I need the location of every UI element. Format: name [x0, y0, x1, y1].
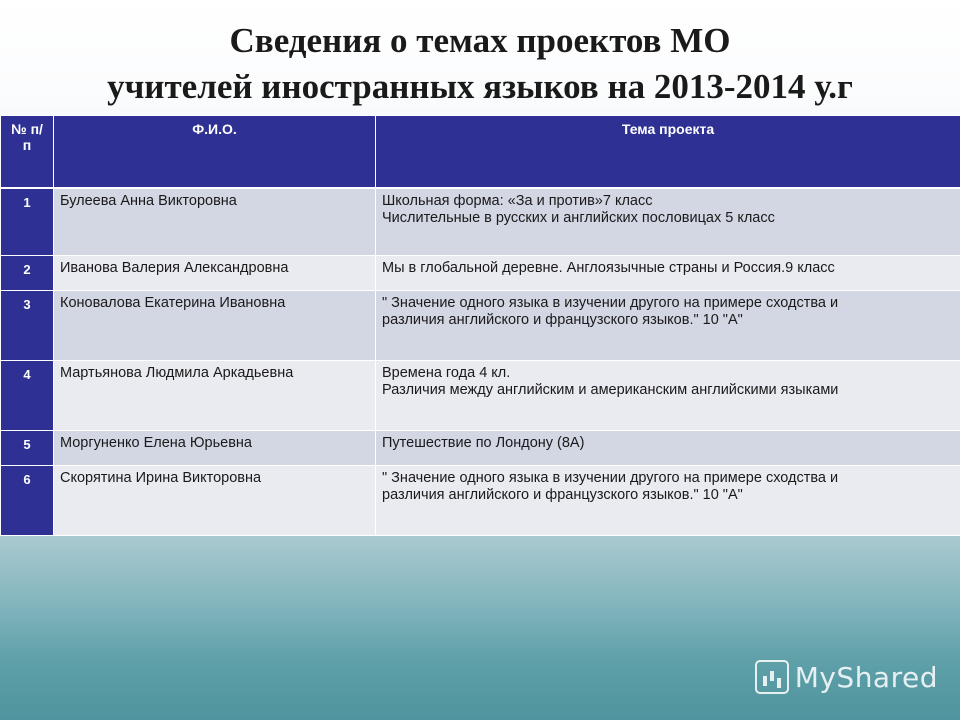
row-name: Мартьянова Людмила Аркадьевна: [54, 361, 376, 431]
header-name: Ф.И.О.: [54, 116, 376, 188]
row-num: 5: [1, 431, 54, 466]
row-num: 1: [1, 189, 54, 256]
topic-line: различия английского и французского языков." 10 "А": [382, 487, 743, 503]
header-topic: Тема проекта: [376, 116, 960, 188]
row-name: Коновалова Екатерина Ивановна: [54, 291, 376, 361]
topic-line: " Значение одного языка в изучении другого на примере сходства и: [382, 470, 839, 486]
row-topic: [376, 431, 960, 466]
row-name: Иванова Валерия Александровна: [54, 256, 376, 291]
row-name: Скорятина Ирина Викторовна: [54, 466, 376, 536]
title-line-1: Сведения о темах проектов МО: [229, 21, 731, 60]
topic-line: " Значение одного языка в изучении другого на примере сходства и: [382, 295, 839, 311]
topic-line: Числительные в русских и английских пословицах 5 класс: [382, 210, 775, 226]
row-topic: [376, 466, 960, 536]
row-num: 4: [1, 361, 54, 431]
projects-table: [0, 115, 960, 536]
table-row: [1, 291, 960, 361]
watermark-text: MyShared: [794, 660, 938, 694]
table-header-row: [1, 116, 960, 188]
slide-title: [0, 18, 960, 110]
row-num: 2: [1, 256, 54, 291]
row-num: 3: [1, 291, 54, 361]
topic-line: Мы в глобальной деревне. Англоязычные страны и Россия.9 класс: [382, 260, 835, 276]
topic-line: Школьная форма: «За и против»7 класс: [382, 193, 653, 209]
row-topic: [376, 189, 960, 256]
topic-line: Различия между английским и американским английскими языками: [382, 382, 839, 398]
header-num: № п/п: [1, 116, 54, 188]
table-row: [1, 256, 960, 291]
chart-icon: [755, 660, 789, 694]
row-name: Булеева Анна Викторовна: [54, 189, 376, 256]
row-num: 6: [1, 466, 54, 536]
row-name: Моргуненко Елена Юрьевна: [54, 431, 376, 466]
table-row: [1, 189, 960, 256]
row-topic: [376, 256, 960, 291]
topic-line: Путешествие по Лондону (8А): [382, 435, 585, 451]
topic-line: Времена года 4 кл.: [382, 365, 511, 381]
row-topic: [376, 361, 960, 431]
topic-line: различия английского и французского языков." 10 "А": [382, 312, 743, 328]
title-line-2: учителей иностранных языков на 2013-2014 у.г: [107, 67, 853, 106]
watermark: [755, 660, 938, 694]
table-row: [1, 466, 960, 536]
table-row: [1, 431, 960, 466]
table-row: [1, 361, 960, 431]
row-topic: [376, 291, 960, 361]
